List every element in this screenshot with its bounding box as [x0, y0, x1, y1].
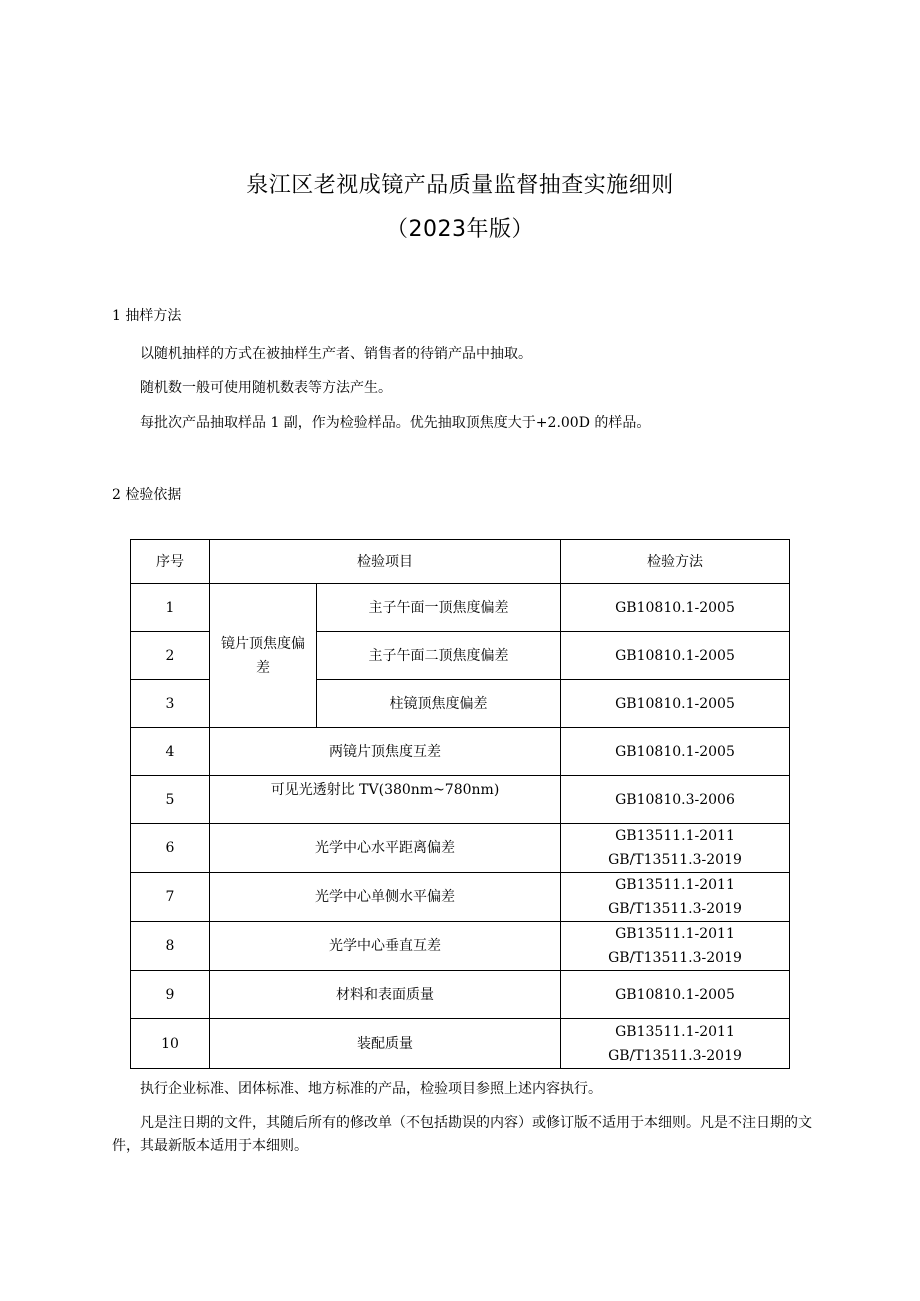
table-row	[131, 584, 790, 632]
row-method	[561, 824, 790, 873]
table-row	[131, 728, 790, 776]
method-line: GB/T13511.3-2019	[608, 852, 742, 868]
header-cell-item: 检验项目	[210, 540, 561, 584]
method-line: GB/T13511.3-2019	[608, 901, 742, 917]
row-method: GB10810.1-2005	[561, 728, 790, 776]
row-item: 装配质量	[210, 1019, 561, 1069]
note-paragraph: 执行企业标准、团体标准、地方标准的产品，检验项目参照上述内容执行。	[140, 1081, 602, 1097]
row-item: 主子午面二顶焦度偏差	[317, 632, 561, 680]
row-item: 柱镜顶焦度偏差	[317, 680, 561, 728]
table-row	[131, 1019, 790, 1069]
row-item: 两镜片顶焦度互差	[210, 728, 561, 776]
section-1-paragraph: 每批次产品抽取样品 1 副，作为检验样品。优先抽取顶焦度大于+2.00D 的样品。	[140, 415, 651, 431]
table-header-row	[131, 540, 790, 584]
row-method	[561, 922, 790, 971]
row-no: 2	[131, 632, 210, 680]
row-method: GB10810.1-2005	[561, 632, 790, 680]
row-item: 主子午面一顶焦度偏差	[317, 584, 561, 632]
row-item: 光学中心垂直互差	[210, 922, 561, 971]
section-1-paragraph: 随机数一般可使用随机数表等方法产生。	[140, 380, 392, 396]
header-cell-no: 序号	[131, 540, 210, 584]
row-no: 6	[131, 824, 210, 873]
section-1-paragraph: 以随机抽样的方式在被抽样生产者、销售者的待销产品中抽取。	[140, 346, 532, 362]
row-item: 光学中心水平距离偏差	[210, 824, 561, 873]
method-line: GB13511.1-2011	[615, 828, 735, 844]
row-no: 5	[131, 776, 210, 824]
row-no: 10	[131, 1019, 210, 1069]
method-line: GB13511.1-2011	[615, 926, 735, 942]
group-label-lens-power: 镜片顶焦度偏差	[210, 584, 317, 728]
inspection-table	[130, 539, 790, 1069]
row-no: 4	[131, 728, 210, 776]
table-row	[131, 922, 790, 971]
row-method	[561, 873, 790, 922]
row-no: 9	[131, 971, 210, 1019]
row-method: GB10810.3-2006	[561, 776, 790, 824]
document-subtitle: （2023年版）	[386, 217, 534, 242]
table-row	[131, 873, 790, 922]
header-cell-method: 检验方法	[561, 540, 790, 584]
method-line: GB/T13511.3-2019	[608, 1047, 742, 1064]
method-line: GB13511.1-2011	[615, 1023, 735, 1040]
row-item: 材料和表面质量	[210, 971, 561, 1019]
row-no: 7	[131, 873, 210, 922]
table-row	[131, 776, 790, 824]
section-1-heading: 1 抽样方法	[112, 308, 182, 324]
method-line: GB13511.1-2011	[615, 877, 735, 893]
document-title: 泉江区老视成镜产品质量监督抽查实施细则	[246, 173, 674, 198]
section-2-heading: 2 检验依据	[112, 487, 182, 503]
row-no: 8	[131, 922, 210, 971]
row-no: 1	[131, 584, 210, 632]
table-row	[131, 971, 790, 1019]
row-method: GB10810.1-2005	[561, 971, 790, 1019]
method-line: GB/T13511.3-2019	[608, 950, 742, 966]
row-item: 可见光透射比 TV(380nm~780nm)	[210, 776, 561, 824]
note-paragraph: 凡是注日期的文件，其随后所有的修改单（不包括勘误的内容）或修订版不适用于本细则。凡是不注日期的文件，其最新版本适用于本细则。	[112, 1115, 812, 1154]
row-item: 光学中心单侧水平偏差	[210, 873, 561, 922]
row-method: GB10810.1-2005	[561, 584, 790, 632]
row-no: 3	[131, 680, 210, 728]
table-row	[131, 824, 790, 873]
row-method	[561, 1019, 790, 1069]
row-method: GB10810.1-2005	[561, 680, 790, 728]
